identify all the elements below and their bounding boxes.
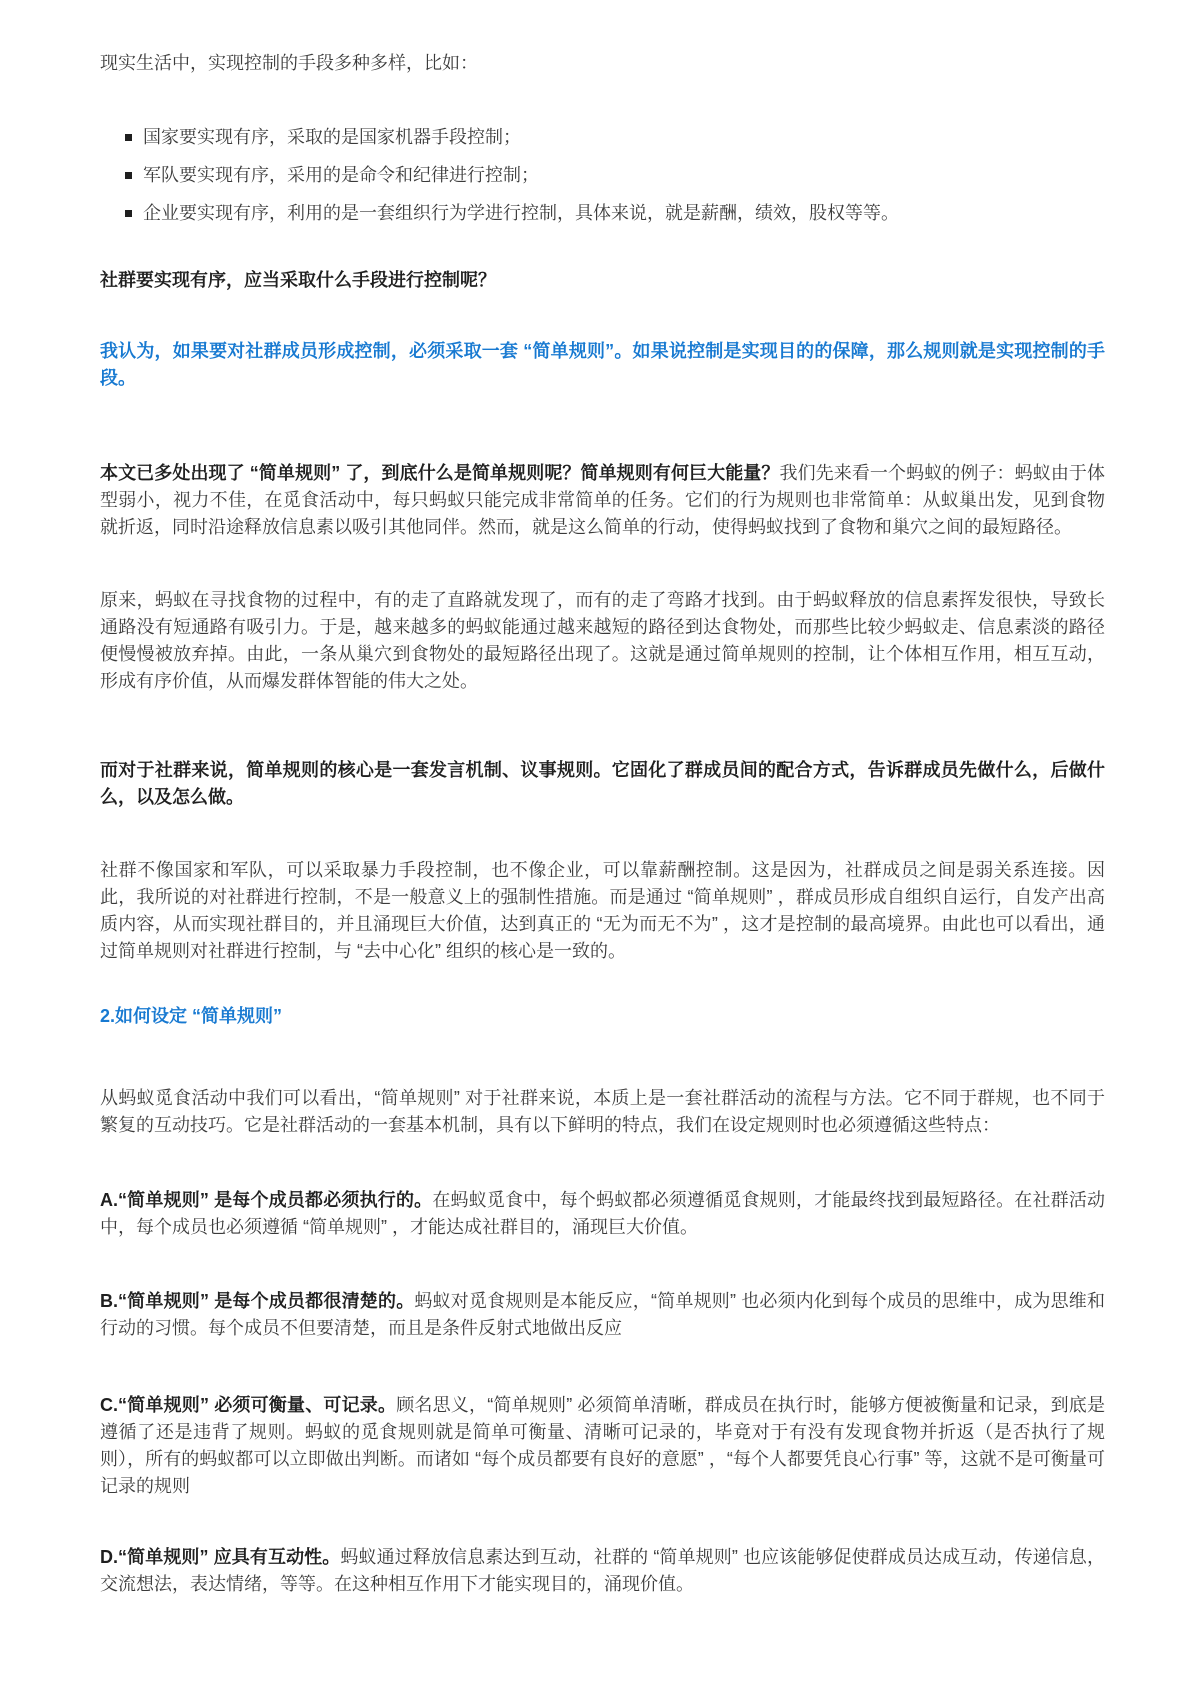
control-methods-list: [100, 124, 1105, 227]
ant-example-text: 我们先来看一个蚂蚁的例子：蚂蚁由于体型弱小，视力不佳，在觅食活动中，每只蚂蚁只能完成非常简单的任务。它们的行为规则也非常简单：从蚁巢出发，见到食物就折返，同时沿途释放信息素以吸引其他同伴。然而，就是这么简单的行动，使得蚂蚁找到了食物和巢穴之间的最短路径。: [100, 463, 1106, 537]
trait-b-lead: B.“简单规则” 是每个成员都很清楚的。: [100, 1291, 415, 1311]
list-item-text: 国家要实现有序，采取的是国家机器手段控制；: [143, 127, 521, 147]
section2-intro-paragraph: 从蚂蚁觅食活动中我们可以看出，“简单规则” 对于社群来说，本质上是一套社群活动的流程与方法。它不同于群规，也不同于繁复的互动技巧。它是社群活动的一套基本机制，具有以下鲜明的特点，我们在设定规则时也必须遵循这些特点：: [100, 1088, 1105, 1135]
community-rule-core-paragraph: 而对于社群来说，简单规则的核心是一套发言机制、议事规则。它固化了群成员间的配合方式，告诉群成员先做什么，后做什么，以及怎么做。: [100, 760, 1105, 807]
square-bullet-icon: [125, 172, 132, 179]
list-item-army: [125, 162, 1105, 189]
trait-d-paragraph: [100, 1544, 1105, 1598]
trait-b-paragraph: [100, 1288, 1105, 1342]
ant-example-lead: 本文已多处出现了 “简单规则” 了，到底什么是简单规则呢？简单规则有何巨大能量？: [100, 463, 780, 483]
intro-paragraph: 现实生活中，实现控制的手段多种多样，比如：: [100, 53, 478, 73]
trait-c-lead: C.“简单规则” 必须可衡量、可记录。: [100, 1395, 397, 1415]
list-item-nation: [125, 124, 1105, 151]
question-paragraph: 社群要实现有序，应当采取什么手段进行控制呢？: [100, 270, 496, 290]
section2-heading: 2.如何设定 “简单规则”: [100, 1006, 283, 1026]
list-item-enterprise: [125, 200, 1105, 227]
trait-b-text: 蚂蚁对觅食规则是本能反应，“简单规则” 也必须内化到每个成员的思维中，成为思维和行动的习惯。每个成员不但要清楚，而且是条件反射式地做出反应: [100, 1291, 1105, 1338]
square-bullet-icon: [125, 134, 132, 141]
trait-d-lead: D.“简单规则” 应具有互动性。: [100, 1547, 341, 1567]
list-item-text: 军队要实现有序，采用的是命令和纪律进行控制；: [143, 165, 539, 185]
trait-a-lead: A.“简单规则” 是每个成员都必须执行的。: [100, 1190, 433, 1210]
square-bullet-icon: [125, 210, 132, 217]
ant-explanation-paragraph: 原来，蚂蚁在寻找食物的过程中，有的走了直路就发现了，而有的走了弯路才找到。由于蚂蚁释放的信息素挥发很快，导致长通路没有短通路有吸引力。于是，越来越多的蚂蚁能通过越来越短的路径到达食物处，而那些比较少蚂蚁走、信息素淡的路径便慢慢被放弃掉。由此，一条从巢穴到食物处的最短路径出现了。这就是通过简单规则的控制，让个体相互作用，相互互动，形成有序价值，从而爆发群体智能的伟大之处。: [100, 590, 1105, 691]
opinion-highlight-paragraph: 我认为，如果要对社群成员形成控制，必须采取一套 “简单规则”。如果说控制是实现目的的保障，那么规则就是实现控制的手段。: [100, 341, 1105, 388]
list-item-text: 企业要实现有序，利用的是一套组织行为学进行控制，具体来说，就是薪酬，绩效，股权等等。: [143, 203, 899, 223]
trait-c-text: 顾名思义，“简单规则” 必须简单清晰，群成员在执行时，能够方便被衡量和记录，到底是遵循了还是违背了规则。蚂蚁的觅食规则就是简单可衡量、清晰可记录的，毕竟对于有没有发现食物并折返（是否执行了规则），所有的蚂蚁都可以立即做出判断。而诸如 “每个成员都要有良好的意愿” ，“每个人都要凭良心行事” 等，这就不是可衡量可记录的规则: [100, 1395, 1105, 1496]
ant-example-paragraph: [100, 460, 1105, 541]
community-difference-paragraph: 社群不像国家和军队，可以采取暴力手段控制，也不像企业，可以靠薪酬控制。这是因为，社群成员之间是弱关系连接。因此，我所说的对社群进行控制，不是一般意义上的强制性措施。而是通过 “简单规则” ，群成员形成自组织自运行，自发产出高质内容，从而实现社群目的，并且涌现巨大价值，达到真正的 “无为而无不为” ，这才是控制的最高境界。由此也可以看出，通过简单规则对社群进行控制，与 “去中心化” 组织的核心是一致的。: [100, 860, 1105, 961]
trait-a-paragraph: [100, 1187, 1105, 1241]
trait-a-text: 在蚂蚁觅食中，每个蚂蚁都必须遵循觅食规则，才能最终找到最短路径。在社群活动中，每个成员也必须遵循 “简单规则” ，才能达成社群目的，涌现巨大价值。: [100, 1190, 1106, 1237]
trait-d-text: 蚂蚁通过释放信息素达到互动，社群的 “简单规则” 也应该能够促使群成员达成互动，传递信息，交流想法，表达情绪，等等。在这种相互作用下才能实现目的，涌现价值。: [100, 1547, 1105, 1594]
trait-c-paragraph: [100, 1392, 1105, 1500]
